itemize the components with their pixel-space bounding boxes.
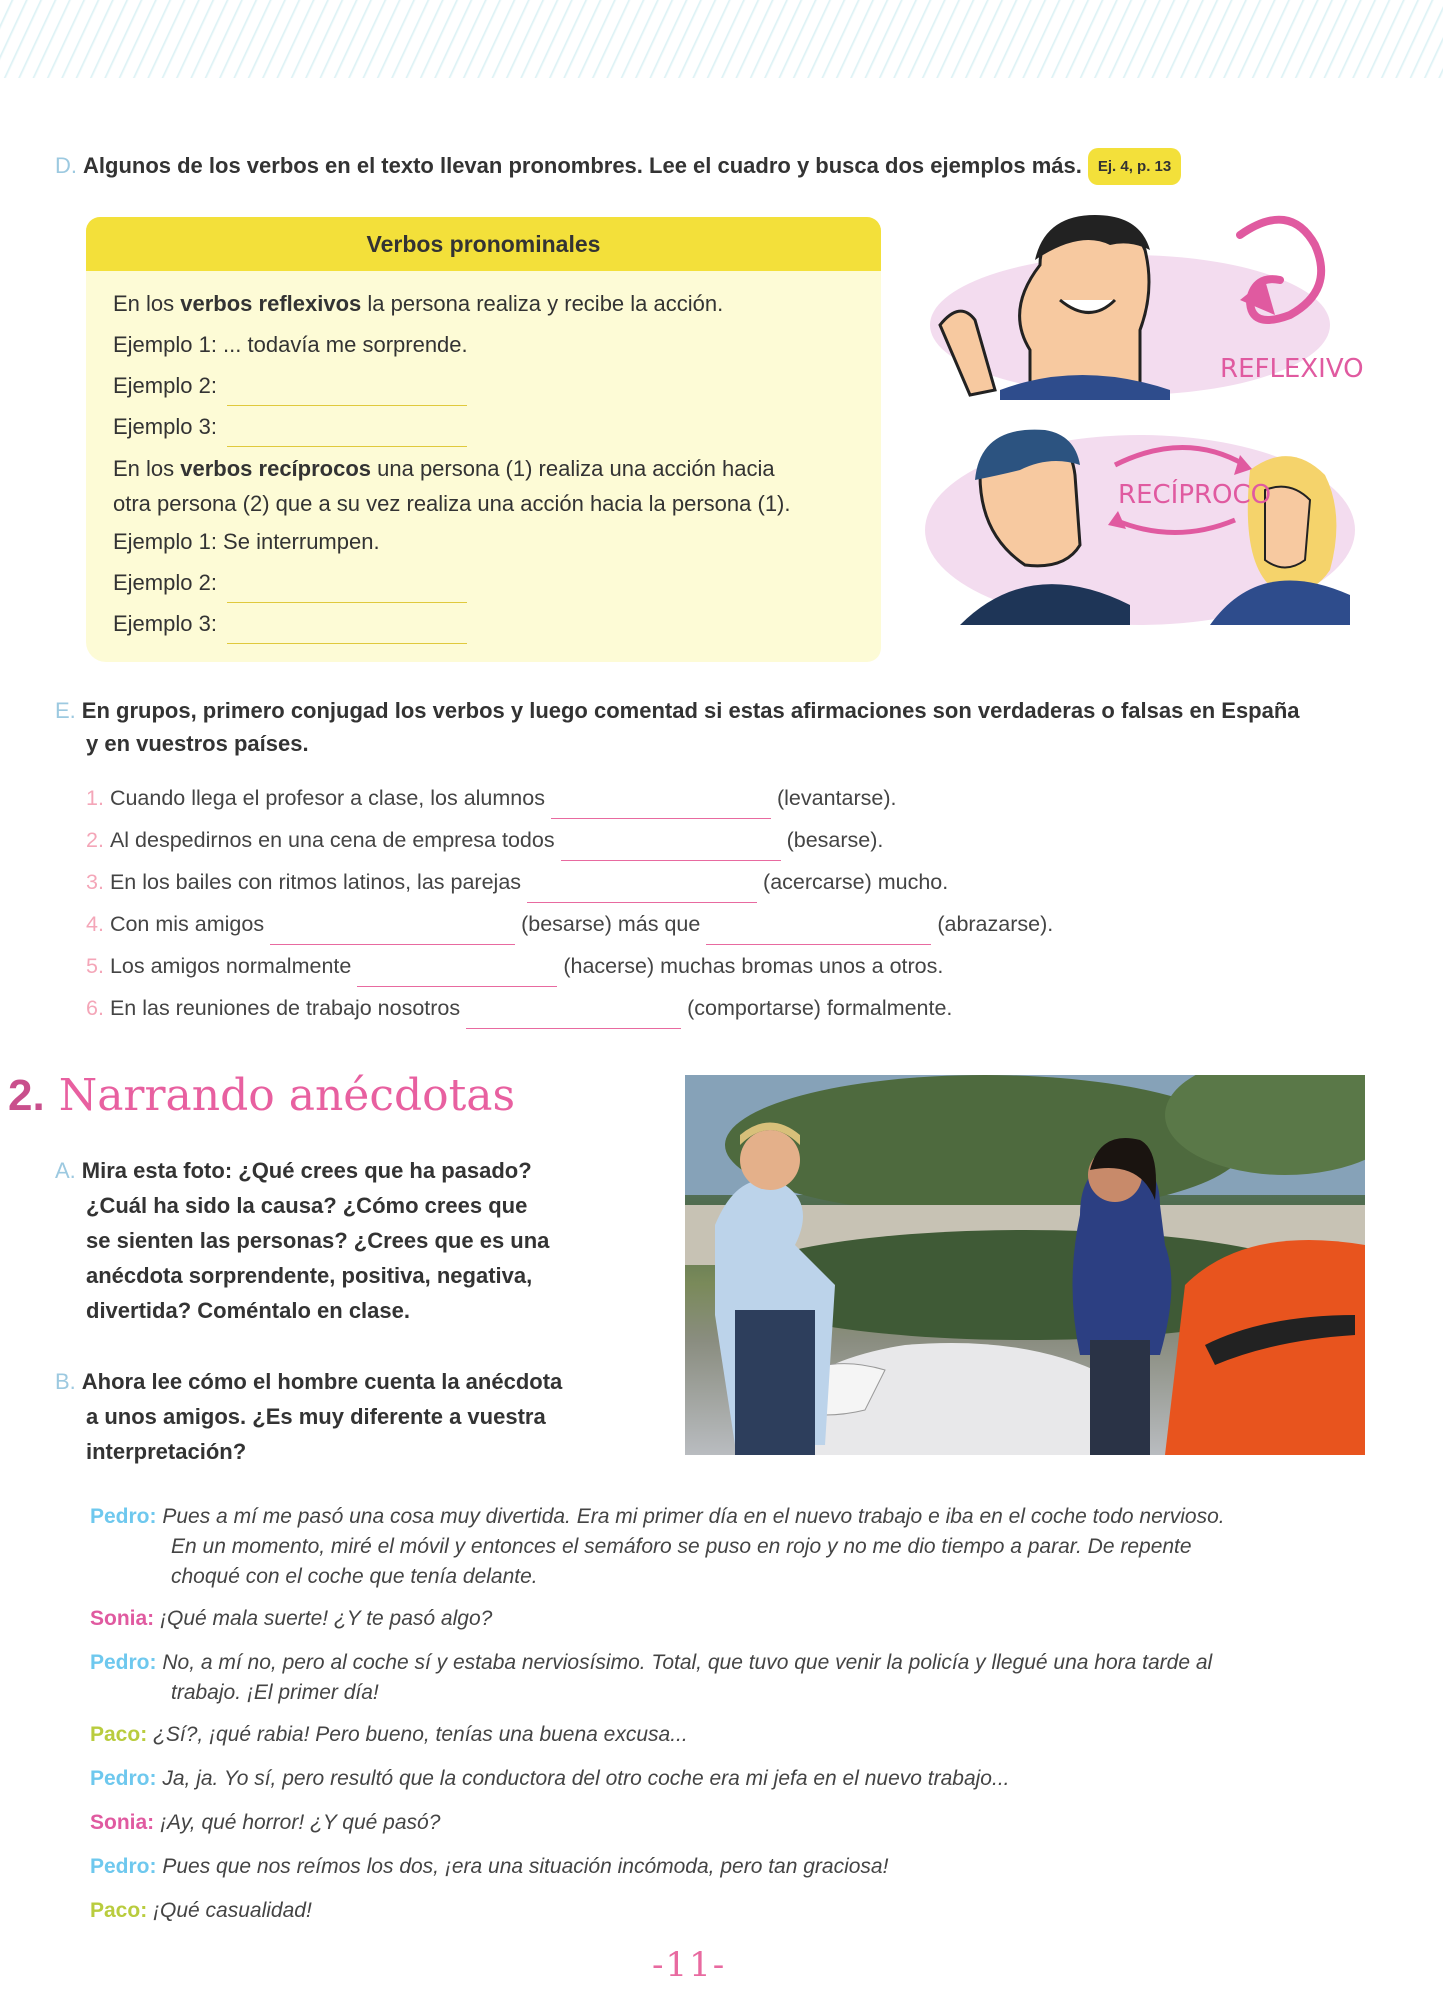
section-2b-letter: B. (55, 1369, 76, 1394)
reciprocal-illustration (925, 430, 1355, 625)
dialogue-line: Pedro: Pues que nos reímos los dos, ¡era una situación incómoda, pero tan graciosa! (90, 1855, 889, 1878)
box-title: Verbos pronominales (86, 217, 881, 271)
answer-blank-5[interactable] (357, 962, 557, 987)
answer-blank-6[interactable] (466, 1004, 681, 1029)
dialogue-line: Sonia: ¡Ay, qué horror! ¿Y qué pasó? (90, 1811, 441, 1834)
section-e-items (86, 777, 1406, 1029)
reflexive-example-2: Ejemplo 2: (113, 365, 881, 406)
reciprocal-example-3-blank[interactable] (227, 617, 467, 644)
exercise-reference-badge: Ej. 4, p. 13 (1088, 148, 1181, 185)
dialogue-line: Pedro: No, a mí no, pero al coche sí y estaba nerviosísimo. Total, que tuvo que venir la policía y llegué una hora tarde al trabajo. ¡El primer día! (90, 1651, 1213, 1704)
section-d-letter: D. (55, 153, 77, 178)
section-2-title (8, 1070, 515, 1121)
header-hatch (0, 0, 1443, 78)
answer-blank-4b[interactable] (706, 920, 931, 945)
answer-blank-2[interactable] (561, 836, 781, 861)
dialogue-line: Paco: ¿Sí?, ¡qué rabia! Pero bueno, tenías una buena excusa... (90, 1723, 688, 1746)
exercise-item-6: 6. En las reuniones de trabajo nosotros (comportarse) formalmente. (86, 987, 1406, 1029)
reflexive-example-3-blank[interactable] (227, 420, 467, 447)
reflexive-label: REFLEXIVO (1220, 354, 1364, 384)
section-2-title-text: Narrando anécdotas (58, 1070, 516, 1121)
exercise-item-4: 4. Con mis amigos (besarse) más que (abrazarse). (86, 903, 1406, 945)
pronominal-illustrations (920, 205, 1370, 635)
dialogue (90, 1502, 1380, 1926)
reciprocal-definition: En los verbos recíprocos una persona (1) realiza una acción hacia (113, 456, 775, 481)
section-2-number: 2. (8, 1071, 45, 1120)
reciprocal-example-2: Ejemplo 2: (113, 562, 881, 603)
answer-blank-1[interactable] (551, 794, 771, 819)
page-number: -11- (652, 1945, 727, 1985)
pronominal-verbs-box (86, 217, 881, 662)
reciprocal-example-1: Ejemplo 1: Se interrumpen. (113, 529, 380, 554)
exercise-item-5: 5. Los amigos normalmente (hacerse) muchas bromas unos a otros. (86, 945, 1406, 987)
section-2a-question: A. Mira esta foto: ¿Qué crees que ha pasado? ¿Cuál ha sido la causa? ¿Cómo crees que se sienten las personas? ¿Crees que es una anécdota sorprendente, positiva, negativa, divertida? Coméntalo en clase. (55, 1158, 550, 1323)
section-e-question (55, 694, 1435, 760)
section-2b-question: B. Ahora lee cómo el hombre cuenta la anécdota a unos amigos. ¿Es muy diferente a vuestra interpretación? (55, 1369, 563, 1464)
exercise-item-1: 1. Cuando llega el profesor a clase, los alumnos (levantarse). (86, 777, 1406, 819)
dialogue-line: Paco: ¡Qué casualidad! (90, 1899, 312, 1922)
exercise-item-3: 3. En los bailes con ritmos latinos, las parejas (acercarse) mucho. (86, 861, 1406, 903)
section-e-text-line2: y en vuestros países. (86, 731, 309, 756)
section-d-text: Algunos de los verbos en el texto llevan pronombres. Lee el cuadro y busca dos ejemplos más. (83, 153, 1082, 178)
reflexive-definition: En los verbos reflexivos la persona realiza y recibe la acción. (113, 291, 724, 316)
section-d-question (55, 148, 1435, 185)
dialogue-line: Pedro: Pues a mí me pasó una cosa muy divertida. Era mi primer día en el nuevo trabajo e iba en el coche todo nervioso. En un momento, miré el móvil y entonces el semáforo se puso en rojo y no me dio tiempo a parar. De repente choqué con el coche que tenía delante. (90, 1505, 1225, 1588)
answer-blank-3[interactable] (527, 878, 757, 903)
answer-blank-4a[interactable] (270, 920, 515, 945)
reflexive-example-2-blank[interactable] (227, 379, 467, 406)
exercise-item-2: 2. Al despedirnos en una cena de empresa todos (besarse). (86, 819, 1406, 861)
dialogue-line: Sonia: ¡Qué mala suerte! ¿Y te pasó algo? (90, 1607, 493, 1630)
car-accident-photo (685, 1075, 1365, 1455)
reciprocal-example-2-blank[interactable] (227, 576, 467, 603)
reflexive-example-1: Ejemplo 1: ... todavía me sorprende. (113, 332, 468, 357)
reciprocal-label: RECÍPROCO (1118, 480, 1272, 510)
dialogue-line: Pedro: Ja, ja. Yo sí, pero resultó que la conductora del otro coche era mi jefa en el nuevo trabajo... (90, 1767, 1010, 1790)
section-e-letter: E. (55, 698, 76, 723)
section-2a-letter: A. (55, 1158, 76, 1183)
reciprocal-example-3: Ejemplo 3: (113, 603, 881, 644)
section-e-text-line1: En grupos, primero conjugad los verbos y luego comentad si estas afirmaciones son verdaderas o falsas en España (81, 698, 1300, 723)
reciprocal-definition-line2: otra persona (2) que a su vez realiza una acción hacia la persona (1). (113, 491, 791, 516)
reflexive-example-3: Ejemplo 3: (113, 406, 881, 447)
reflexive-illustration (930, 215, 1364, 400)
